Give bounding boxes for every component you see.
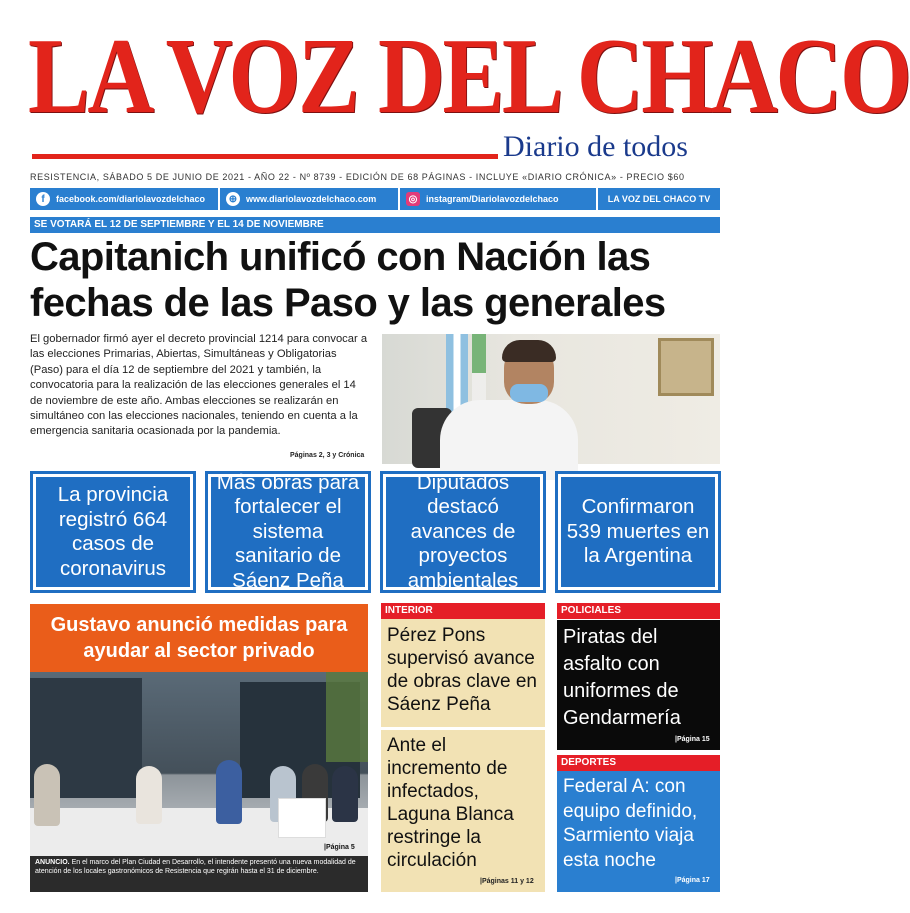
interior-divider: [381, 727, 545, 730]
lead-body: El gobernador firmó ayer el decreto provincial 1214 para convocar a las elecciones Primarias, Abiertas, Simultáneas y Obligatorias (Paso) para el día 12 de septiembre del 2021 y también, la convocatoria para la realización de las elecciones generales el 14 de noviembre de este año. Ambas elecciones se realizarán en simultáneo con las elecciones nacionales, teniendo en cuenta a la emergencia sanitaria ocasionada por la pandemia.: [30, 333, 368, 438]
tv-label: LA VOZ DEL CHACO TV: [607, 194, 711, 204]
lead-kicker: SE VOTARÁ EL 12 DE SEPTIEMBRE Y EL 14 DE NOVIEMBRE: [30, 217, 720, 233]
deportes-story: Federal A: con equipo definido, Sarmiento viaja esta noche: [563, 776, 698, 871]
dateline: RESISTENCIA, SÁBADO 5 DE JUNIO DE 2021 - AÑO 22 - Nº 8739 - EDICIÓN DE 68 PÁGINAS - INCLUYE «DIARIO CRÓNICA» - PRECIO $60: [30, 172, 685, 182]
instagram-icon: ◎: [406, 192, 420, 206]
newspaper-title: LA VOZ DEL CHACO: [28, 17, 910, 136]
interior-page-ref: |Páginas 11 y 12: [480, 878, 534, 885]
deportes-page-ref: |Página 17: [675, 877, 710, 884]
lead-headline[interactable]: Capitanich unificó con Nación las fechas de las Paso y las generales: [30, 235, 666, 325]
photo-caption: [30, 856, 368, 892]
event-photo: [30, 672, 368, 856]
social-bar: [30, 188, 720, 210]
website-link[interactable]: [220, 188, 400, 210]
tv-link[interactable]: [598, 188, 720, 210]
facebook-icon: f: [36, 192, 50, 206]
interior-label: INTERIOR: [381, 603, 545, 619]
news-box-coronavirus[interactable]: [33, 474, 193, 590]
newspaper-tagline: Diario de todos: [503, 130, 688, 163]
facebook-label: facebook.com/diariolavozdelchaco: [56, 194, 206, 204]
news-box-diputados[interactable]: [383, 470, 543, 592]
caption-lead: ANUNCIO.: [35, 859, 70, 866]
news-box-text: La provincia registró 664 casos de coronavirus: [57, 483, 169, 580]
wall-frame: [658, 338, 714, 396]
city-banner: [278, 798, 326, 838]
interior-story-1[interactable]: Pérez Pons supervisó avance de obras clave en Sáenz Peña: [387, 625, 537, 715]
news-box-text: Más obras para fortalecer el sistema sanitario de Sáenz Peña: [216, 470, 360, 592]
feature-page-ref: |Página 5: [324, 844, 355, 851]
person-figure: [34, 764, 60, 826]
website-label: www.diariolavozdelchaco.com: [246, 194, 377, 204]
interior-story-2[interactable]: Ante el incremento de infectados, Laguna Blanca restringe la circulación: [387, 735, 514, 871]
person-figure: [216, 760, 242, 824]
deportes-box[interactable]: [557, 771, 720, 892]
caption-text: En el marco del Plan Ciudad en Desarrollo, el intendente presentó una nueva modalidad de atención de los locales gastronómicos de Resistencia que regirán hasta el 31 de diciembre.: [35, 859, 356, 875]
policiales-story: Piratas del asfalto con uniformes de Gendarmería: [563, 626, 681, 729]
face-mask: [510, 384, 548, 402]
news-box-muertes[interactable]: [558, 474, 718, 590]
masthead: [0, 0, 910, 215]
person-figure: [136, 766, 162, 824]
news-box-text: Confirmaron 539 muertes en la Argentina: [566, 495, 710, 568]
tree: [326, 672, 368, 762]
masthead-rule: [32, 154, 498, 159]
feature-headline[interactable]: Gustavo anunció medidas para ayudar al sector privado: [30, 604, 368, 672]
policiales-box[interactable]: [557, 620, 720, 750]
instagram-link[interactable]: [400, 188, 598, 210]
facebook-link[interactable]: [30, 188, 220, 210]
lead-page-ref: Páginas 2, 3 y Crónica: [290, 452, 365, 459]
policiales-label: POLICIALES: [557, 603, 720, 619]
person-figure: [332, 766, 358, 822]
governor-photo: [382, 334, 720, 464]
globe-icon: ⊕: [226, 192, 240, 206]
person-shirt: [440, 400, 578, 480]
policiales-page-ref: |Página 15: [675, 736, 710, 743]
person-hair: [502, 340, 556, 362]
instagram-label: instagram/Diariolavozdelchaco: [426, 194, 559, 204]
deportes-label: DEPORTES: [557, 755, 720, 771]
news-box-text: Diputados destacó avances de proyectos ambientales: [407, 470, 519, 592]
news-box-obras[interactable]: [208, 470, 368, 592]
